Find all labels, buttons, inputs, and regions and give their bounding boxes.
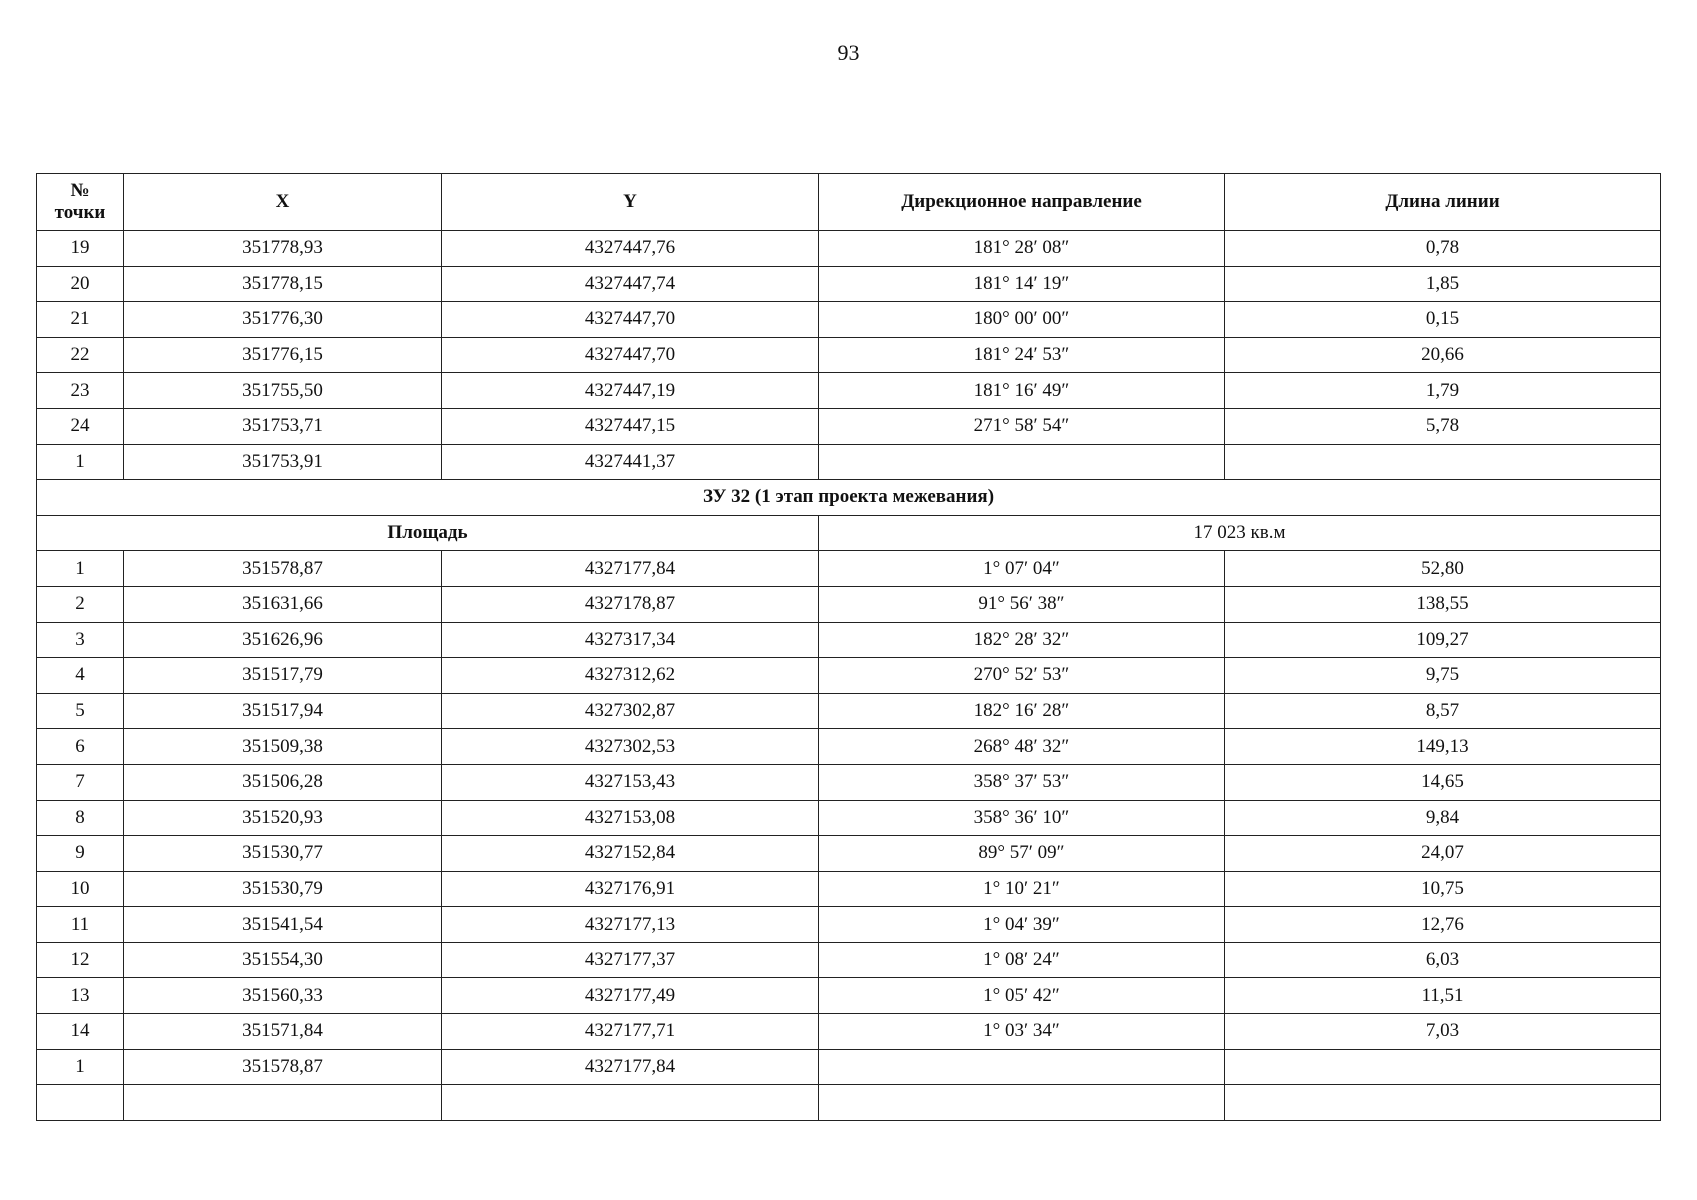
table-header-row [37, 174, 1661, 231]
cell-point-number: 19 [37, 231, 124, 267]
cell-direction [819, 1049, 1225, 1085]
table-row [37, 586, 1661, 622]
cell-point-number: 22 [37, 337, 124, 373]
cell-direction: 271° 58′ 54″ [819, 408, 1225, 444]
header-x: X [124, 174, 442, 231]
cell-y: 4327177,84 [442, 1049, 819, 1085]
cell-point-number: 23 [37, 373, 124, 409]
cell-direction: 91° 56′ 38″ [819, 586, 1225, 622]
cell-y: 4327302,87 [442, 693, 819, 729]
cell-direction: 1° 05′ 42″ [819, 978, 1225, 1014]
cell-point-number: 5 [37, 693, 124, 729]
cell-length: 14,65 [1225, 764, 1661, 800]
coordinates-table [36, 173, 1661, 1121]
cell-y: 4327441,37 [442, 444, 819, 480]
cell-x: 351753,71 [124, 408, 442, 444]
table-row [37, 337, 1661, 373]
cell-y: 4327177,37 [442, 942, 819, 978]
cell-point-number: 7 [37, 764, 124, 800]
table-row [37, 1014, 1661, 1050]
cell-length: 10,75 [1225, 871, 1661, 907]
cell-x: 351530,77 [124, 836, 442, 872]
table-row [37, 1049, 1661, 1085]
cell-x: 351578,87 [124, 551, 442, 587]
cell-point-number: 14 [37, 1014, 124, 1050]
cell-direction [819, 444, 1225, 480]
cell-direction: 181° 28′ 08″ [819, 231, 1225, 267]
cell-y: 4327177,71 [442, 1014, 819, 1050]
cell-x: 351530,79 [124, 871, 442, 907]
cell-x: 351753,91 [124, 444, 442, 480]
cell-length: 12,76 [1225, 907, 1661, 943]
table-row [37, 444, 1661, 480]
section-title: ЗУ 32 (1 этап проекта межевания) [37, 480, 1661, 516]
header-y: Y [442, 174, 819, 231]
cell-x: 351560,33 [124, 978, 442, 1014]
cell-point-number: 3 [37, 622, 124, 658]
table-row [37, 836, 1661, 872]
cell-point-number: 2 [37, 586, 124, 622]
cell-y: 4327177,13 [442, 907, 819, 943]
table-row [37, 302, 1661, 338]
group2-rows [37, 551, 1661, 1121]
cell-y: 4327302,53 [442, 729, 819, 765]
cell-y: 4327177,84 [442, 551, 819, 587]
cell-length: 24,07 [1225, 836, 1661, 872]
cell-y: 4327447,19 [442, 373, 819, 409]
table-row [37, 693, 1661, 729]
cell-point-number: 20 [37, 266, 124, 302]
cell-direction: 181° 24′ 53″ [819, 337, 1225, 373]
cell-length: 52,80 [1225, 551, 1661, 587]
cell-x: 351571,84 [124, 1014, 442, 1050]
cell-direction: 358° 36′ 10″ [819, 800, 1225, 836]
cell-y: 4327447,74 [442, 266, 819, 302]
table-row [37, 942, 1661, 978]
table-row [37, 800, 1661, 836]
table-row [37, 373, 1661, 409]
cell-point-number: 24 [37, 408, 124, 444]
cell-y: 4327153,08 [442, 800, 819, 836]
cell-point-number: 12 [37, 942, 124, 978]
cell-direction: 1° 04′ 39″ [819, 907, 1225, 943]
cell-length: 6,03 [1225, 942, 1661, 978]
cell-y: 4327177,49 [442, 978, 819, 1014]
cell-point-number: 13 [37, 978, 124, 1014]
cell-y: 4327176,91 [442, 871, 819, 907]
cell-direction: 1° 08′ 24″ [819, 942, 1225, 978]
cell-x: 351554,30 [124, 942, 442, 978]
cell-x: 351778,15 [124, 266, 442, 302]
cell-x: 351776,15 [124, 337, 442, 373]
cell-point-number: 21 [37, 302, 124, 338]
cell-direction: 182° 16′ 28″ [819, 693, 1225, 729]
cell-length [1225, 444, 1661, 480]
cell-point-number: 1 [37, 551, 124, 587]
section-block [37, 480, 1661, 551]
cell-point-number: 6 [37, 729, 124, 765]
cell-y: 4327317,34 [442, 622, 819, 658]
cell-x: 351776,30 [124, 302, 442, 338]
cell-x: 351626,96 [124, 622, 442, 658]
cell-y: 4327447,70 [442, 302, 819, 338]
cell-point-number: 8 [37, 800, 124, 836]
cell-length: 1,85 [1225, 266, 1661, 302]
cell-point-number [37, 1085, 124, 1121]
cell-point-number: 9 [37, 836, 124, 872]
header-point-number-line1: № [70, 180, 90, 201]
header-point-number [37, 174, 124, 231]
table-row [37, 871, 1661, 907]
page-number: 93 [837, 40, 860, 65]
cell-y [442, 1085, 819, 1121]
cell-length: 9,84 [1225, 800, 1661, 836]
cell-direction: 270° 52′ 53″ [819, 658, 1225, 694]
area-value: 17 023 кв.м [819, 515, 1661, 551]
table-row [37, 729, 1661, 765]
header-direction: Дирекционное направление [819, 174, 1225, 231]
cell-x: 351520,93 [124, 800, 442, 836]
header-length: Длина линии [1225, 174, 1661, 231]
cell-x: 351541,54 [124, 907, 442, 943]
cell-direction: 89° 57′ 09″ [819, 836, 1225, 872]
cell-direction: 1° 10′ 21″ [819, 871, 1225, 907]
cell-length: 109,27 [1225, 622, 1661, 658]
section-title-row [37, 480, 1661, 516]
cell-length: 7,03 [1225, 1014, 1661, 1050]
cell-point-number: 4 [37, 658, 124, 694]
cell-direction: 181° 14′ 19″ [819, 266, 1225, 302]
cell-direction: 1° 07′ 04″ [819, 551, 1225, 587]
cell-y: 4327312,62 [442, 658, 819, 694]
cell-direction: 180° 00′ 00″ [819, 302, 1225, 338]
cell-direction: 358° 37′ 53″ [819, 764, 1225, 800]
cell-direction: 182° 28′ 32″ [819, 622, 1225, 658]
cell-y: 4327447,15 [442, 408, 819, 444]
cell-x: 351778,93 [124, 231, 442, 267]
cell-x: 351578,87 [124, 1049, 442, 1085]
cell-x: 351631,66 [124, 586, 442, 622]
group1-rows [37, 231, 1661, 480]
cell-point-number: 11 [37, 907, 124, 943]
cell-length: 0,15 [1225, 302, 1661, 338]
cell-point-number: 1 [37, 1049, 124, 1085]
header-point-number-line2: точки [54, 202, 106, 223]
cell-direction [819, 1085, 1225, 1121]
table-row [37, 1085, 1661, 1121]
cell-x: 351755,50 [124, 373, 442, 409]
cell-x: 351517,94 [124, 693, 442, 729]
cell-y: 4327447,76 [442, 231, 819, 267]
table-row [37, 266, 1661, 302]
area-label: Площадь [37, 515, 819, 551]
cell-length: 138,55 [1225, 586, 1661, 622]
cell-x: 351517,79 [124, 658, 442, 694]
cell-length: 11,51 [1225, 978, 1661, 1014]
cell-length: 20,66 [1225, 337, 1661, 373]
cell-point-number: 1 [37, 444, 124, 480]
cell-direction: 181° 16′ 49″ [819, 373, 1225, 409]
cell-x: 351509,38 [124, 729, 442, 765]
cell-length: 1,79 [1225, 373, 1661, 409]
cell-length: 9,75 [1225, 658, 1661, 694]
table-row [37, 764, 1661, 800]
table-row [37, 231, 1661, 267]
cell-length: 149,13 [1225, 729, 1661, 765]
table-row [37, 408, 1661, 444]
cell-y: 4327153,43 [442, 764, 819, 800]
cell-direction: 268° 48′ 32″ [819, 729, 1225, 765]
cell-y: 4327178,87 [442, 586, 819, 622]
table-row [37, 551, 1661, 587]
cell-y: 4327447,70 [442, 337, 819, 373]
table-row [37, 978, 1661, 1014]
cell-direction: 1° 03′ 34″ [819, 1014, 1225, 1050]
table-row [37, 622, 1661, 658]
cell-point-number: 10 [37, 871, 124, 907]
cell-x [124, 1085, 442, 1121]
cell-length: 8,57 [1225, 693, 1661, 729]
area-row [37, 515, 1661, 551]
cell-length [1225, 1049, 1661, 1085]
cell-y: 4327152,84 [442, 836, 819, 872]
cell-length: 5,78 [1225, 408, 1661, 444]
cell-length [1225, 1085, 1661, 1121]
cell-x: 351506,28 [124, 764, 442, 800]
table-row [37, 658, 1661, 694]
cell-length: 0,78 [1225, 231, 1661, 267]
table-row [37, 907, 1661, 943]
